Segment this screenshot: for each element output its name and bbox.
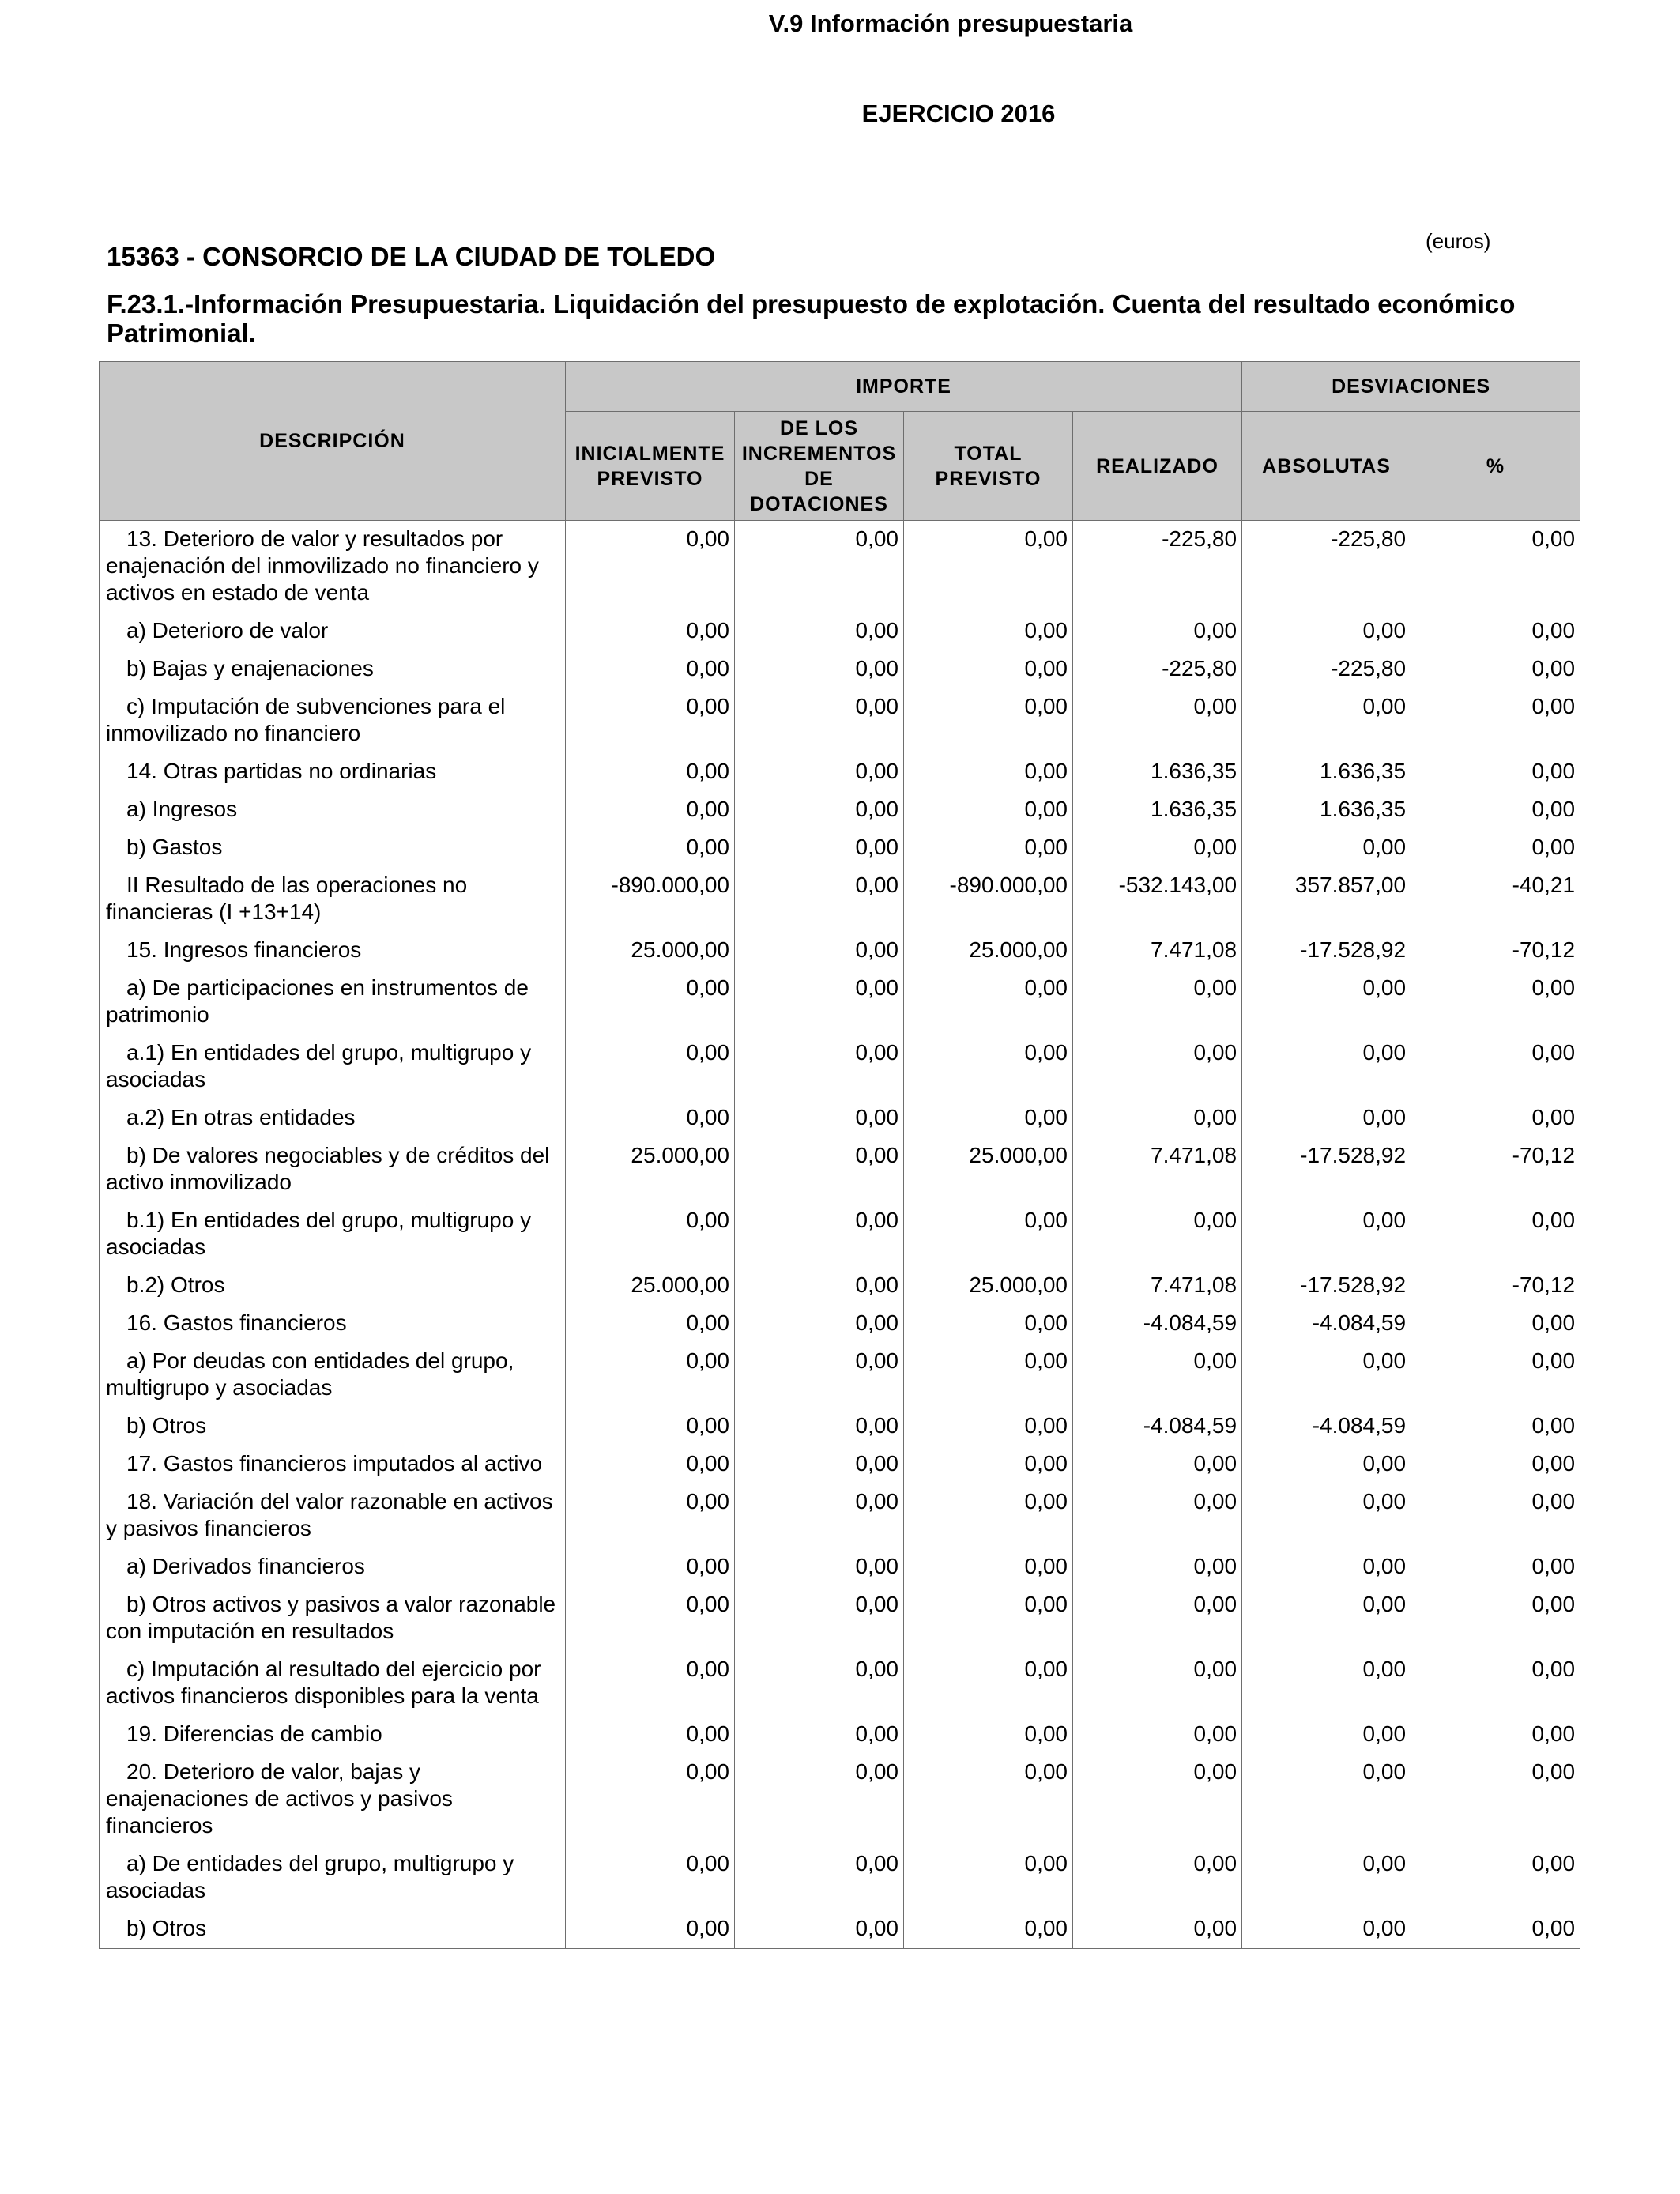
cell-incrementos-dotaciones: 0,00 bbox=[735, 521, 904, 613]
cell-desv-absolutas: 1.636,35 bbox=[1242, 753, 1411, 791]
table-row bbox=[100, 650, 1580, 688]
cell-incrementos-dotaciones: 0,00 bbox=[735, 1586, 904, 1651]
row-label: b) Otros bbox=[100, 1910, 566, 1949]
cell-desv-porcentaje: 0,00 bbox=[1411, 1845, 1580, 1910]
cell-total-previsto: 0,00 bbox=[904, 1548, 1073, 1586]
cell-total-previsto: 25.000,00 bbox=[904, 932, 1073, 970]
row-label: b.2) Otros bbox=[100, 1267, 566, 1305]
cell-desv-absolutas: -4.084,59 bbox=[1242, 1305, 1411, 1343]
cell-desv-porcentaje: 0,00 bbox=[1411, 1548, 1580, 1586]
cell-total-previsto: 0,00 bbox=[904, 1483, 1073, 1548]
cell-total-previsto: 0,00 bbox=[904, 650, 1073, 688]
cell-inicialmente-previsto: 0,00 bbox=[566, 1586, 735, 1651]
cell-total-previsto: 0,00 bbox=[904, 1754, 1073, 1845]
cell-realizado: 7.471,08 bbox=[1073, 932, 1242, 970]
row-label: a) Deterioro de valor bbox=[100, 613, 566, 650]
cell-realizado: 7.471,08 bbox=[1073, 1137, 1242, 1202]
row-label: 20. Deterioro de valor, bajas y enajenaciones de activos y pasivos financieros bbox=[100, 1754, 566, 1845]
cell-total-previsto: 0,00 bbox=[904, 1408, 1073, 1446]
cell-desv-porcentaje: 0,00 bbox=[1411, 970, 1580, 1035]
cell-inicialmente-previsto: 0,00 bbox=[566, 1446, 735, 1483]
cell-realizado: 0,00 bbox=[1073, 1202, 1242, 1267]
cell-realizado: 0,00 bbox=[1073, 1343, 1242, 1408]
table-row bbox=[100, 1408, 1580, 1446]
cell-inicialmente-previsto: 0,00 bbox=[566, 521, 735, 613]
row-label: b) Gastos bbox=[100, 829, 566, 867]
cell-inicialmente-previsto: 0,00 bbox=[566, 688, 735, 753]
row-label: b) Bajas y enajenaciones bbox=[100, 650, 566, 688]
cell-realizado: 0,00 bbox=[1073, 1651, 1242, 1716]
table-row bbox=[100, 1035, 1580, 1099]
cell-inicialmente-previsto: 0,00 bbox=[566, 1651, 735, 1716]
table-row bbox=[100, 1910, 1580, 1949]
row-label: b) De valores negociables y de créditos del activo inmovilizado bbox=[100, 1137, 566, 1202]
table-row bbox=[100, 1845, 1580, 1910]
cell-desv-porcentaje: 0,00 bbox=[1411, 1651, 1580, 1716]
cell-desv-porcentaje: 0,00 bbox=[1411, 521, 1580, 613]
table-row bbox=[100, 1305, 1580, 1343]
cell-realizado: 0,00 bbox=[1073, 1754, 1242, 1845]
row-label: a) Derivados financieros bbox=[100, 1548, 566, 1586]
cell-incrementos-dotaciones: 0,00 bbox=[735, 1446, 904, 1483]
header-absolutas: ABSOLUTAS bbox=[1242, 412, 1411, 521]
cell-incrementos-dotaciones: 0,00 bbox=[735, 1716, 904, 1754]
cell-inicialmente-previsto: 0,00 bbox=[566, 650, 735, 688]
table-row bbox=[100, 753, 1580, 791]
cell-desv-absolutas: 357.857,00 bbox=[1242, 867, 1411, 932]
row-label: 15. Ingresos financieros bbox=[100, 932, 566, 970]
cell-realizado: 0,00 bbox=[1073, 1446, 1242, 1483]
table-row bbox=[100, 688, 1580, 753]
row-label: a) Ingresos bbox=[100, 791, 566, 829]
cell-desv-absolutas: 0,00 bbox=[1242, 1035, 1411, 1099]
cell-realizado: -4.084,59 bbox=[1073, 1408, 1242, 1446]
cell-incrementos-dotaciones: 0,00 bbox=[735, 1035, 904, 1099]
cell-total-previsto: 0,00 bbox=[904, 1716, 1073, 1754]
table-row bbox=[100, 613, 1580, 650]
header-importe: IMPORTE bbox=[566, 362, 1242, 412]
table-row bbox=[100, 1754, 1580, 1845]
cell-desv-porcentaje: 0,00 bbox=[1411, 829, 1580, 867]
cell-desv-absolutas: 0,00 bbox=[1242, 1343, 1411, 1408]
cell-inicialmente-previsto: 0,00 bbox=[566, 1754, 735, 1845]
cell-desv-absolutas: 0,00 bbox=[1242, 1586, 1411, 1651]
cell-desv-porcentaje: -70,12 bbox=[1411, 932, 1580, 970]
cell-incrementos-dotaciones: 0,00 bbox=[735, 791, 904, 829]
cell-desv-absolutas: 0,00 bbox=[1242, 1754, 1411, 1845]
row-label: a.1) En entidades del grupo, multigrupo y asociadas bbox=[100, 1035, 566, 1099]
cell-desv-absolutas: -17.528,92 bbox=[1242, 932, 1411, 970]
cell-desv-porcentaje: 0,00 bbox=[1411, 1099, 1580, 1137]
cell-incrementos-dotaciones: 0,00 bbox=[735, 613, 904, 650]
cell-total-previsto: 0,00 bbox=[904, 791, 1073, 829]
cell-desv-porcentaje: -40,21 bbox=[1411, 867, 1580, 932]
cell-incrementos-dotaciones: 0,00 bbox=[735, 688, 904, 753]
cell-incrementos-dotaciones: 0,00 bbox=[735, 867, 904, 932]
row-label: 18. Variación del valor razonable en activos y pasivos financieros bbox=[100, 1483, 566, 1548]
cell-realizado: 0,00 bbox=[1073, 1716, 1242, 1754]
cell-total-previsto: 0,00 bbox=[904, 1099, 1073, 1137]
cell-total-previsto: 0,00 bbox=[904, 1845, 1073, 1910]
cell-incrementos-dotaciones: 0,00 bbox=[735, 932, 904, 970]
table-row bbox=[100, 1651, 1580, 1716]
cell-inicialmente-previsto: 0,00 bbox=[566, 1305, 735, 1343]
cell-total-previsto: 0,00 bbox=[904, 1035, 1073, 1099]
cell-total-previsto: 0,00 bbox=[904, 688, 1073, 753]
cell-inicialmente-previsto: 0,00 bbox=[566, 753, 735, 791]
cell-inicialmente-previsto: 0,00 bbox=[566, 1845, 735, 1910]
cell-incrementos-dotaciones: 0,00 bbox=[735, 1137, 904, 1202]
header-porcentaje: % bbox=[1411, 412, 1580, 521]
cell-incrementos-dotaciones: 0,00 bbox=[735, 829, 904, 867]
cell-incrementos-dotaciones: 0,00 bbox=[735, 1099, 904, 1137]
header-total-previsto: TOTAL PREVISTO bbox=[904, 412, 1073, 521]
cell-desv-porcentaje: 0,00 bbox=[1411, 1586, 1580, 1651]
cell-realizado: 0,00 bbox=[1073, 613, 1242, 650]
cell-desv-absolutas: 1.636,35 bbox=[1242, 791, 1411, 829]
row-label: a) Por deudas con entidades del grupo, multigrupo y asociadas bbox=[100, 1343, 566, 1408]
header-desviaciones: DESVIACIONES bbox=[1242, 362, 1580, 412]
cell-realizado: 0,00 bbox=[1073, 1035, 1242, 1099]
cell-desv-porcentaje: 0,00 bbox=[1411, 688, 1580, 753]
cell-incrementos-dotaciones: 0,00 bbox=[735, 1202, 904, 1267]
cell-desv-porcentaje: 0,00 bbox=[1411, 1035, 1580, 1099]
row-label: c) Imputación de subvenciones para el inmovilizado no financiero bbox=[100, 688, 566, 753]
cell-desv-porcentaje: -70,12 bbox=[1411, 1137, 1580, 1202]
table-row bbox=[100, 1548, 1580, 1586]
header-descripcion: DESCRIPCIÓN bbox=[100, 362, 566, 521]
cell-incrementos-dotaciones: 0,00 bbox=[735, 1548, 904, 1586]
cell-total-previsto: 0,00 bbox=[904, 1651, 1073, 1716]
cell-desv-absolutas: -225,80 bbox=[1242, 650, 1411, 688]
cell-desv-porcentaje: 0,00 bbox=[1411, 791, 1580, 829]
cell-inicialmente-previsto: 25.000,00 bbox=[566, 932, 735, 970]
table-row bbox=[100, 1446, 1580, 1483]
cell-realizado: -225,80 bbox=[1073, 650, 1242, 688]
cell-realizado: 0,00 bbox=[1073, 970, 1242, 1035]
row-label: b.1) En entidades del grupo, multigrupo y asociadas bbox=[100, 1202, 566, 1267]
cell-inicialmente-previsto: 0,00 bbox=[566, 970, 735, 1035]
cell-desv-porcentaje: 0,00 bbox=[1411, 613, 1580, 650]
table-row bbox=[100, 970, 1580, 1035]
cell-desv-porcentaje: 0,00 bbox=[1411, 1202, 1580, 1267]
cell-inicialmente-previsto: 0,00 bbox=[566, 1343, 735, 1408]
table-row bbox=[100, 932, 1580, 970]
cell-inicialmente-previsto: 0,00 bbox=[566, 613, 735, 650]
cell-total-previsto: 0,00 bbox=[904, 970, 1073, 1035]
cell-total-previsto: 0,00 bbox=[904, 613, 1073, 650]
currency-note: (euros) bbox=[1426, 229, 1491, 253]
cell-desv-absolutas: 0,00 bbox=[1242, 1483, 1411, 1548]
cell-realizado: -532.143,00 bbox=[1073, 867, 1242, 932]
cell-realizado: 0,00 bbox=[1073, 829, 1242, 867]
table-row bbox=[100, 1343, 1580, 1408]
cell-incrementos-dotaciones: 0,00 bbox=[735, 1267, 904, 1305]
cell-incrementos-dotaciones: 0,00 bbox=[735, 1408, 904, 1446]
cell-desv-porcentaje: 0,00 bbox=[1411, 1446, 1580, 1483]
cell-realizado: 1.636,35 bbox=[1073, 753, 1242, 791]
cell-desv-absolutas: -17.528,92 bbox=[1242, 1267, 1411, 1305]
header-incrementos-dotaciones: DE LOS INCREMENTOS DE DOTACIONES bbox=[735, 412, 904, 521]
cell-desv-porcentaje: 0,00 bbox=[1411, 1343, 1580, 1408]
table-row bbox=[100, 1586, 1580, 1651]
section-title: V.9 Información presupuestaria bbox=[768, 9, 1133, 37]
cell-desv-absolutas: 0,00 bbox=[1242, 613, 1411, 650]
row-label: II Resultado de las operaciones no financieras (I +13+14) bbox=[100, 867, 566, 932]
cell-desv-porcentaje: 0,00 bbox=[1411, 1910, 1580, 1949]
cell-desv-absolutas: 0,00 bbox=[1242, 1202, 1411, 1267]
cell-total-previsto: 0,00 bbox=[904, 1343, 1073, 1408]
cell-desv-porcentaje: 0,00 bbox=[1411, 1716, 1580, 1754]
table-header bbox=[100, 362, 1580, 521]
cell-incrementos-dotaciones: 0,00 bbox=[735, 970, 904, 1035]
cell-incrementos-dotaciones: 0,00 bbox=[735, 1483, 904, 1548]
header-inicialmente-previsto: INICIALMENTE PREVISTO bbox=[566, 412, 735, 521]
cell-realizado: 0,00 bbox=[1073, 1910, 1242, 1949]
cell-inicialmente-previsto: 0,00 bbox=[566, 791, 735, 829]
header-realizado: REALIZADO bbox=[1073, 412, 1242, 521]
cell-total-previsto: 0,00 bbox=[904, 1202, 1073, 1267]
cell-incrementos-dotaciones: 0,00 bbox=[735, 1910, 904, 1949]
row-label: 17. Gastos financieros imputados al activo bbox=[100, 1446, 566, 1483]
cell-desv-absolutas: 0,00 bbox=[1242, 1651, 1411, 1716]
cell-total-previsto: 0,00 bbox=[904, 1586, 1073, 1651]
cell-inicialmente-previsto: 0,00 bbox=[566, 1202, 735, 1267]
cell-desv-absolutas: -225,80 bbox=[1242, 521, 1411, 613]
cell-realizado: 0,00 bbox=[1073, 1845, 1242, 1910]
cell-total-previsto: 0,00 bbox=[904, 753, 1073, 791]
cell-total-previsto: 0,00 bbox=[904, 829, 1073, 867]
cell-total-previsto: 25.000,00 bbox=[904, 1137, 1073, 1202]
cell-incrementos-dotaciones: 0,00 bbox=[735, 1651, 904, 1716]
cell-desv-porcentaje: 0,00 bbox=[1411, 1483, 1580, 1548]
cell-desv-absolutas: 0,00 bbox=[1242, 1548, 1411, 1586]
row-label: a) De entidades del grupo, multigrupo y asociadas bbox=[100, 1845, 566, 1910]
cell-desv-absolutas: -17.528,92 bbox=[1242, 1137, 1411, 1202]
cell-desv-absolutas: 0,00 bbox=[1242, 970, 1411, 1035]
table-row bbox=[100, 1099, 1580, 1137]
row-label: b) Otros bbox=[100, 1408, 566, 1446]
cell-desv-porcentaje: 0,00 bbox=[1411, 1408, 1580, 1446]
cell-desv-absolutas: 0,00 bbox=[1242, 1845, 1411, 1910]
table-row bbox=[100, 1137, 1580, 1202]
row-label: 19. Diferencias de cambio bbox=[100, 1716, 566, 1754]
cell-inicialmente-previsto: 0,00 bbox=[566, 1099, 735, 1137]
table-row bbox=[100, 829, 1580, 867]
cell-incrementos-dotaciones: 0,00 bbox=[735, 1754, 904, 1845]
cell-realizado: 7.471,08 bbox=[1073, 1267, 1242, 1305]
entity-name: 15363 - CONSORCIO DE LA CIUDAD DE TOLEDO bbox=[107, 242, 716, 271]
row-label: b) Otros activos y pasivos a valor razonable con imputación en resultados bbox=[100, 1586, 566, 1651]
table-row bbox=[100, 521, 1580, 613]
cell-total-previsto: 0,00 bbox=[904, 1910, 1073, 1949]
cell-total-previsto: 0,00 bbox=[904, 521, 1073, 613]
cell-inicialmente-previsto: -890.000,00 bbox=[566, 867, 735, 932]
cell-inicialmente-previsto: 25.000,00 bbox=[566, 1267, 735, 1305]
cell-incrementos-dotaciones: 0,00 bbox=[735, 1305, 904, 1343]
cell-total-previsto: 0,00 bbox=[904, 1446, 1073, 1483]
cell-realizado: -4.084,59 bbox=[1073, 1305, 1242, 1343]
table-body bbox=[100, 521, 1580, 1949]
cell-realizado: -225,80 bbox=[1073, 521, 1242, 613]
cell-desv-porcentaje: -70,12 bbox=[1411, 1267, 1580, 1305]
cell-desv-absolutas: 0,00 bbox=[1242, 1099, 1411, 1137]
cell-incrementos-dotaciones: 0,00 bbox=[735, 1343, 904, 1408]
cell-incrementos-dotaciones: 0,00 bbox=[735, 650, 904, 688]
cell-desv-absolutas: 0,00 bbox=[1242, 1910, 1411, 1949]
cell-total-previsto: -890.000,00 bbox=[904, 867, 1073, 932]
cell-inicialmente-previsto: 0,00 bbox=[566, 1408, 735, 1446]
cell-inicialmente-previsto: 0,00 bbox=[566, 1483, 735, 1548]
cell-total-previsto: 25.000,00 bbox=[904, 1267, 1073, 1305]
cell-inicialmente-previsto: 0,00 bbox=[566, 1910, 735, 1949]
cell-realizado: 1.636,35 bbox=[1073, 791, 1242, 829]
table-row bbox=[100, 1483, 1580, 1548]
cell-inicialmente-previsto: 0,00 bbox=[566, 1716, 735, 1754]
row-label: a.2) En otras entidades bbox=[100, 1099, 566, 1137]
cell-realizado: 0,00 bbox=[1073, 1548, 1242, 1586]
cell-inicialmente-previsto: 0,00 bbox=[566, 829, 735, 867]
cell-incrementos-dotaciones: 0,00 bbox=[735, 1845, 904, 1910]
row-label: a) De participaciones en instrumentos de patrimonio bbox=[100, 970, 566, 1035]
cell-desv-absolutas: -4.084,59 bbox=[1242, 1408, 1411, 1446]
table-row bbox=[100, 1202, 1580, 1267]
cell-inicialmente-previsto: 0,00 bbox=[566, 1548, 735, 1586]
budget-table bbox=[99, 361, 1580, 1949]
cell-desv-porcentaje: 0,00 bbox=[1411, 650, 1580, 688]
cell-desv-absolutas: 0,00 bbox=[1242, 688, 1411, 753]
cell-desv-porcentaje: 0,00 bbox=[1411, 753, 1580, 791]
table-row bbox=[100, 1716, 1580, 1754]
cell-desv-absolutas: 0,00 bbox=[1242, 1446, 1411, 1483]
cell-inicialmente-previsto: 0,00 bbox=[566, 1035, 735, 1099]
row-label: 16. Gastos financieros bbox=[100, 1305, 566, 1343]
cell-realizado: 0,00 bbox=[1073, 1586, 1242, 1651]
year-title: EJERCICIO 2016 bbox=[861, 100, 1056, 127]
cell-realizado: 0,00 bbox=[1073, 1483, 1242, 1548]
row-label: 14. Otras partidas no ordinarias bbox=[100, 753, 566, 791]
cell-desv-absolutas: 0,00 bbox=[1242, 1716, 1411, 1754]
row-label: 13. Deterioro de valor y resultados por enajenación del inmovilizado no financiero y activos en estado de venta bbox=[100, 521, 566, 613]
cell-incrementos-dotaciones: 0,00 bbox=[735, 753, 904, 791]
table-row bbox=[100, 1267, 1580, 1305]
cell-total-previsto: 0,00 bbox=[904, 1305, 1073, 1343]
cell-realizado: 0,00 bbox=[1073, 688, 1242, 753]
table-row bbox=[100, 791, 1580, 829]
cell-desv-porcentaje: 0,00 bbox=[1411, 1305, 1580, 1343]
cell-desv-porcentaje: 0,00 bbox=[1411, 1754, 1580, 1845]
table-row bbox=[100, 867, 1580, 932]
cell-desv-absolutas: 0,00 bbox=[1242, 829, 1411, 867]
cell-inicialmente-previsto: 25.000,00 bbox=[566, 1137, 735, 1202]
cell-realizado: 0,00 bbox=[1073, 1099, 1242, 1137]
row-label: c) Imputación al resultado del ejercicio por activos financieros disponibles para la venta bbox=[100, 1651, 566, 1716]
report-title: F.23.1.-Información Presupuestaria. Liquidación del presupuesto de explotación. Cuenta del resultado económico Patrimonial. bbox=[107, 289, 1516, 348]
